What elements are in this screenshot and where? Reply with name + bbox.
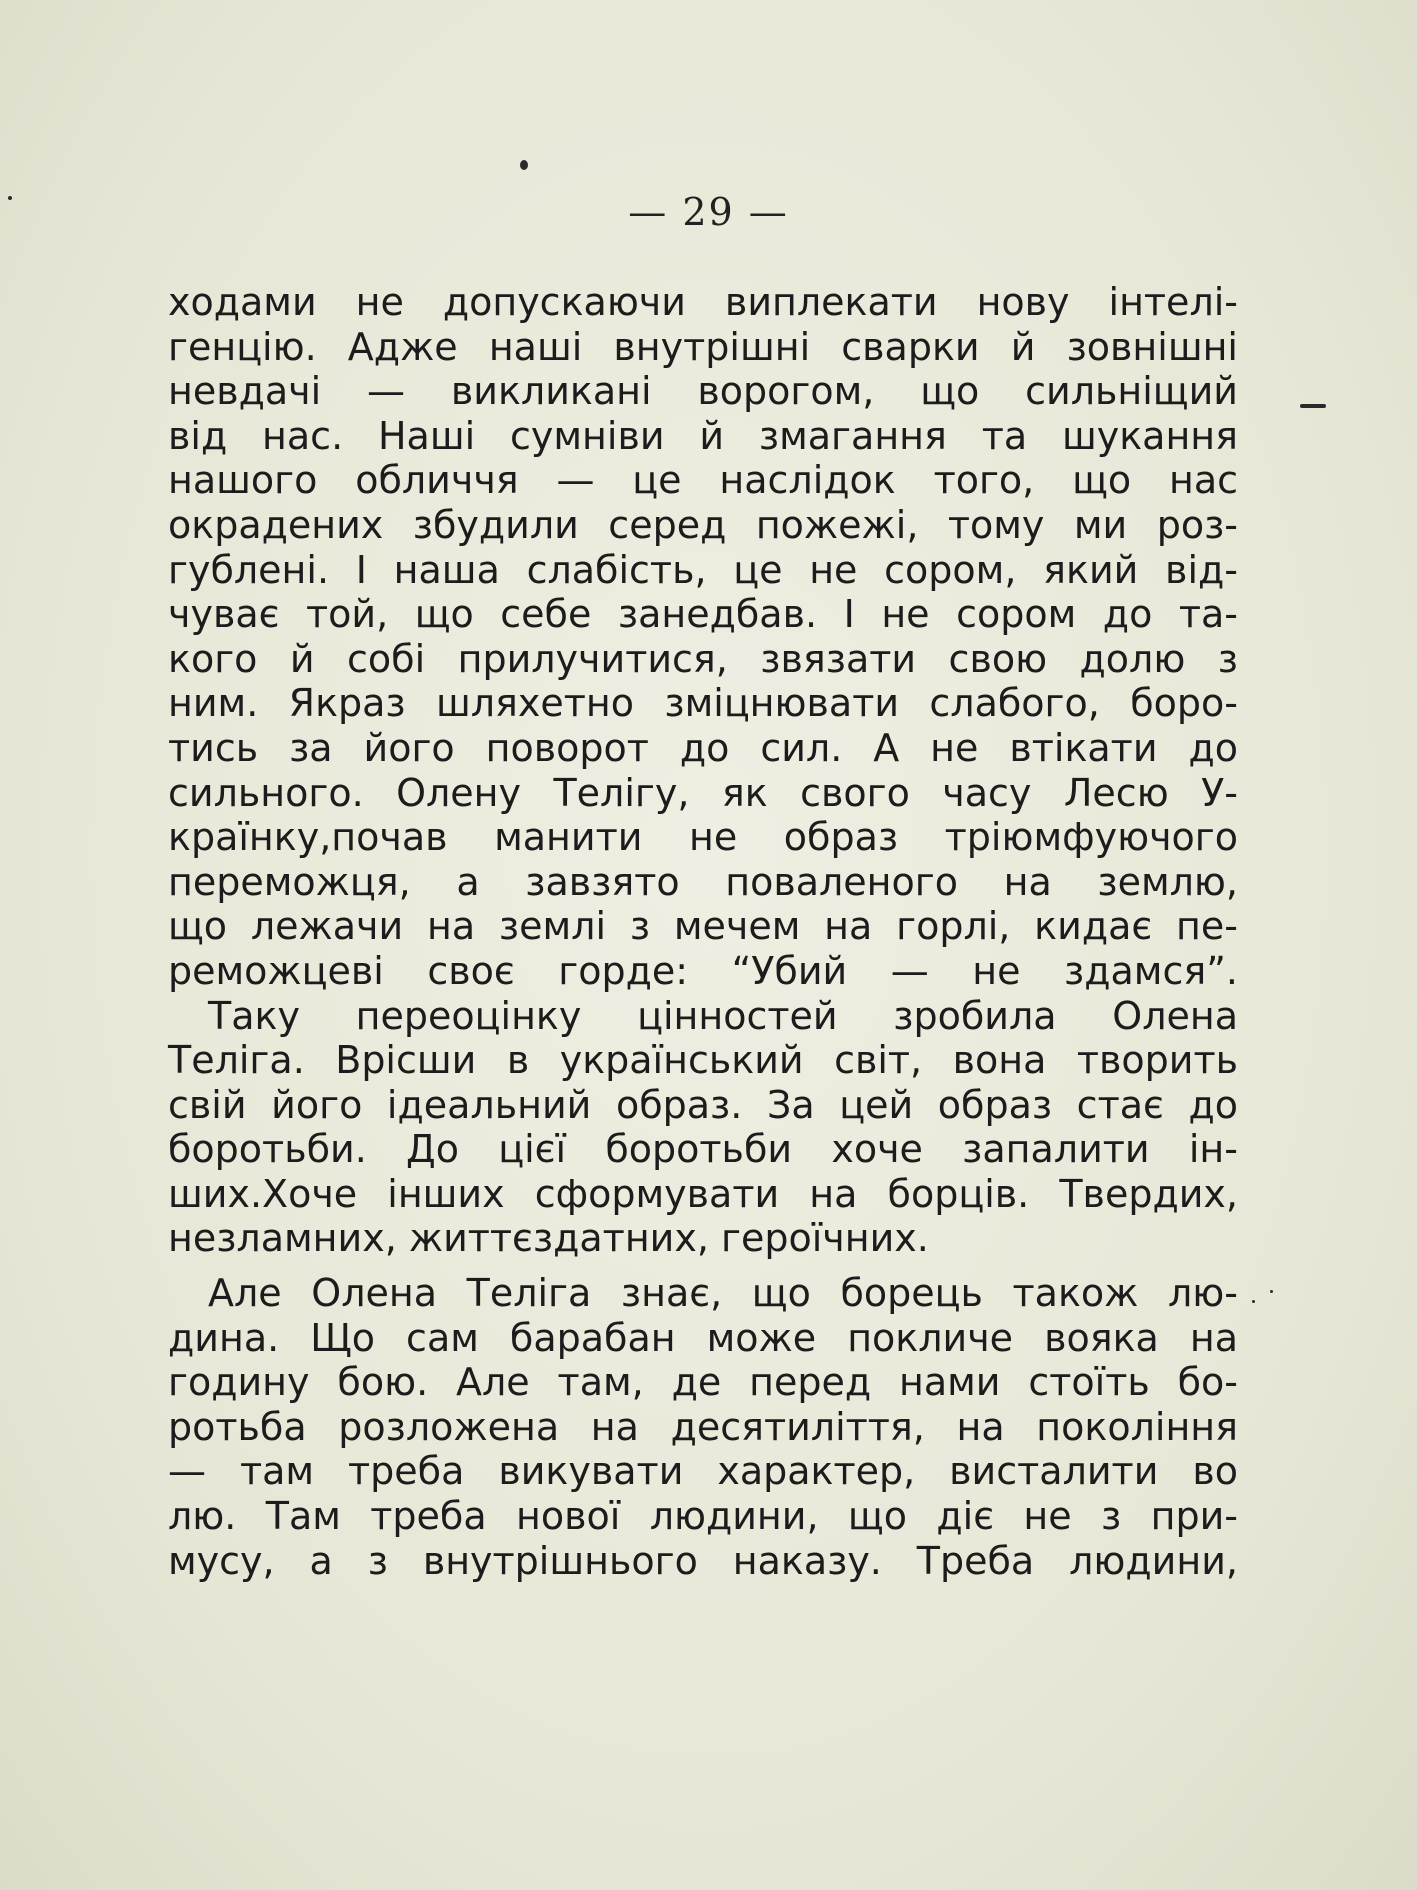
text-line: країнку,почав манити не образ тріюмфуючого	[168, 815, 1238, 860]
text-line: генцію. Адже наші внутрішні сварки й зовнішні	[168, 324, 1238, 369]
text-line: Таку переоцінку цінностей зробила Олена	[208, 993, 1238, 1038]
ink-speck	[1300, 404, 1326, 408]
text-line: дина. Що сам барабан може покличе вояка на	[168, 1315, 1238, 1360]
text-line: окрадених збудили серед пожежі, тому ми роз-	[168, 502, 1238, 547]
text-line: що лежачи на землі з мечем на горлі, кидає пе-	[168, 904, 1238, 949]
text-line: чуває той, що себе занедбав. І не сором до та-	[168, 592, 1238, 637]
page-number: — 29 —	[628, 190, 789, 234]
text-line: ротьба розложена на десятиліття, на покоління	[168, 1404, 1238, 1449]
text-line: Теліга. Врісши в український світ, вона творить	[168, 1038, 1238, 1083]
body-text	[168, 280, 1238, 1583]
text-line: мусу, а з внутрішнього наказу. Треба людини,	[168, 1538, 1238, 1583]
text-line: — там треба викувати характер, висталити во	[168, 1449, 1238, 1494]
text-line: гублені. І наша слабість, це не сором, який від-	[168, 547, 1238, 592]
ink-speck	[1252, 1300, 1255, 1303]
text-line: сильного. Олену Телігу, як свого часу Лесю У-	[168, 770, 1238, 815]
text-line: Але Олена Теліга знає, що борець також лю-	[208, 1271, 1238, 1316]
text-line: боротьби. До цієї боротьби хоче запалити ін-	[168, 1127, 1238, 1172]
text-line: від нас. Наші сумніви й змагання та шукання	[168, 413, 1238, 458]
text-line: реможцеві своє горде: “Убий — не здамся”.	[168, 948, 1238, 993]
paragraph-1	[168, 280, 1238, 994]
paragraph-3	[168, 1271, 1238, 1583]
text-line: невдачі — викликані ворогом, що сильніщий	[168, 369, 1238, 414]
ink-speck	[8, 196, 12, 200]
text-line: кого й собі прилучитися, звязати свою долю з	[168, 636, 1238, 681]
text-line: годину бою. Але там, де перед нами стоїть бо-	[168, 1360, 1238, 1405]
paragraph-2	[168, 994, 1238, 1262]
text-line: ших.Хоче інших сформувати на борців. Твердих,	[168, 1171, 1238, 1216]
text-line: лю. Там треба нової людини, що діє не з при-	[168, 1494, 1238, 1539]
text-line: ходами не допускаючи виплекати нову інтелі-	[168, 280, 1238, 324]
text-line: нашого обличчя — це наслідок того, що нас	[168, 458, 1238, 503]
text-line: тись за його поворот до сил. А не втікати до	[168, 725, 1238, 770]
ink-speck	[520, 160, 528, 170]
ink-speck	[1270, 1290, 1273, 1293]
text-line: переможця, а завзято поваленого на землю,	[168, 859, 1238, 904]
text-line: свій його ідеальний образ. За цей образ стає до	[168, 1082, 1238, 1127]
text-line: ним. Якраз шляхетно зміцнювати слабого, боро-	[168, 681, 1238, 726]
text-line: незламних, життєздатних, героїчних.	[168, 1216, 929, 1261]
